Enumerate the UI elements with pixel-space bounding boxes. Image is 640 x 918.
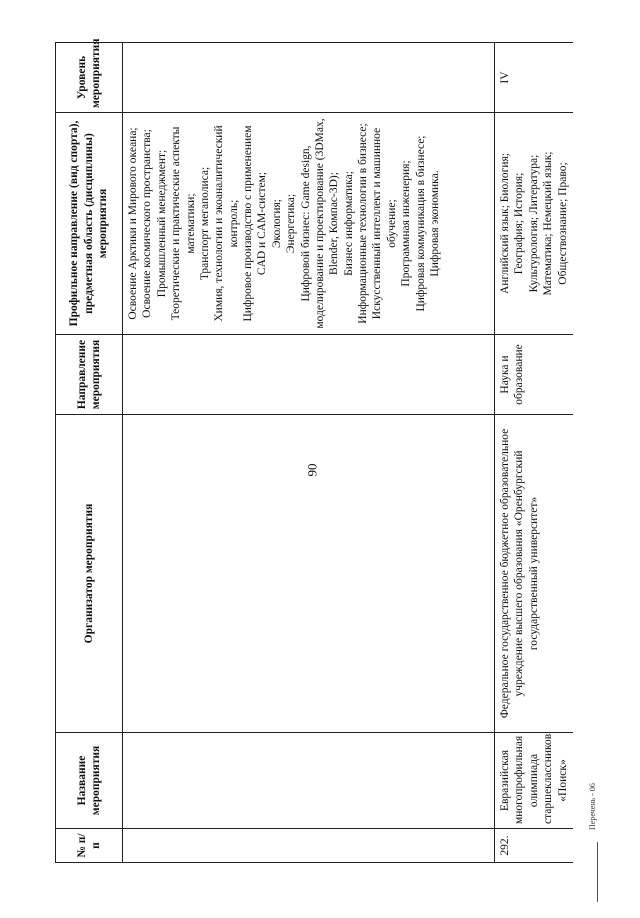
profile-item: Программная инженерия;	[400, 160, 413, 287]
cell-level: IV	[495, 43, 573, 113]
profile-item: Бизнес информатика;	[342, 171, 355, 276]
cell-num	[123, 829, 495, 863]
cell-profile-list	[123, 113, 495, 335]
page-number: 90	[304, 463, 320, 477]
cell-name	[123, 733, 495, 829]
profile-item: Цифровая коммуникация в бизнесе;	[414, 135, 427, 312]
header-level: Уровень мероприятия	[56, 43, 123, 113]
profile-item: Культурология; Литература;	[527, 154, 540, 293]
header-direction: Направление мероприятия	[56, 335, 123, 415]
rotated-table-container	[55, 38, 600, 863]
cell-name: Евразийская многопрофильная олимпиада старшеклассников «Поиск»	[495, 733, 573, 829]
profile-item: Обществознание; Право;	[556, 162, 569, 285]
header-organizer: Организатор мероприятия	[56, 415, 123, 733]
profile-item: Математика; Немецкий язык;	[542, 151, 555, 296]
profile-item: Промышленный менеджмент;	[155, 149, 168, 298]
cell-profile-list	[495, 113, 573, 335]
profile-item: Энергетика;	[285, 193, 298, 254]
profile-item: Информационные технологии в бизнесе;	[357, 123, 369, 324]
cell-organizer	[123, 415, 495, 733]
profile-item: Химия, технологии и экоаналитический контроль;	[213, 125, 240, 322]
profile-item: География; История;	[513, 172, 526, 275]
events-table	[55, 38, 573, 863]
profile-item: Экология;	[270, 198, 283, 249]
profile-item: Искусственный интеллект и машинное обучение;	[371, 127, 398, 320]
cell-direction: Наука и образование	[495, 335, 573, 415]
cell-organizer: Федеральное государственное бюджетное образовательное учреждение высшего образования «Оренбургский государственный университет»	[495, 415, 573, 733]
table-row	[123, 43, 495, 863]
profile-item: Освоение Арктики и Мирового океана;	[127, 127, 139, 320]
table-row	[495, 43, 573, 863]
header-name: Название мероприятия	[56, 733, 123, 829]
header-profile: Профильное направление (вид спорта), предметная область (дисциплины) мероприятия	[56, 113, 123, 335]
profile-item: Английский язык; Биология;	[499, 153, 511, 294]
profile-item: Транспорт мегаполиса;	[198, 166, 211, 281]
profile-item: Теоретические и практические аспекты математики;	[170, 126, 197, 321]
header-num: № п/п	[56, 829, 123, 863]
footer-note: Перечень - 06	[588, 783, 597, 830]
profile-item: Цифровой бизнес: Game design, моделирование и проектирование (3DMax, Blender, Компас-3D);	[299, 118, 341, 329]
profile-item: Цифровая экономика.	[428, 170, 441, 277]
table-header-row	[56, 43, 123, 863]
profile-item: Цифровое производство с применением CAD и CAM-систем;	[242, 125, 269, 322]
profile-item: Освоение космического пространства;	[141, 129, 154, 318]
footer-divider	[597, 842, 598, 902]
cell-level	[123, 43, 495, 113]
cell-num: 292.	[495, 829, 573, 863]
cell-direction	[123, 335, 495, 415]
